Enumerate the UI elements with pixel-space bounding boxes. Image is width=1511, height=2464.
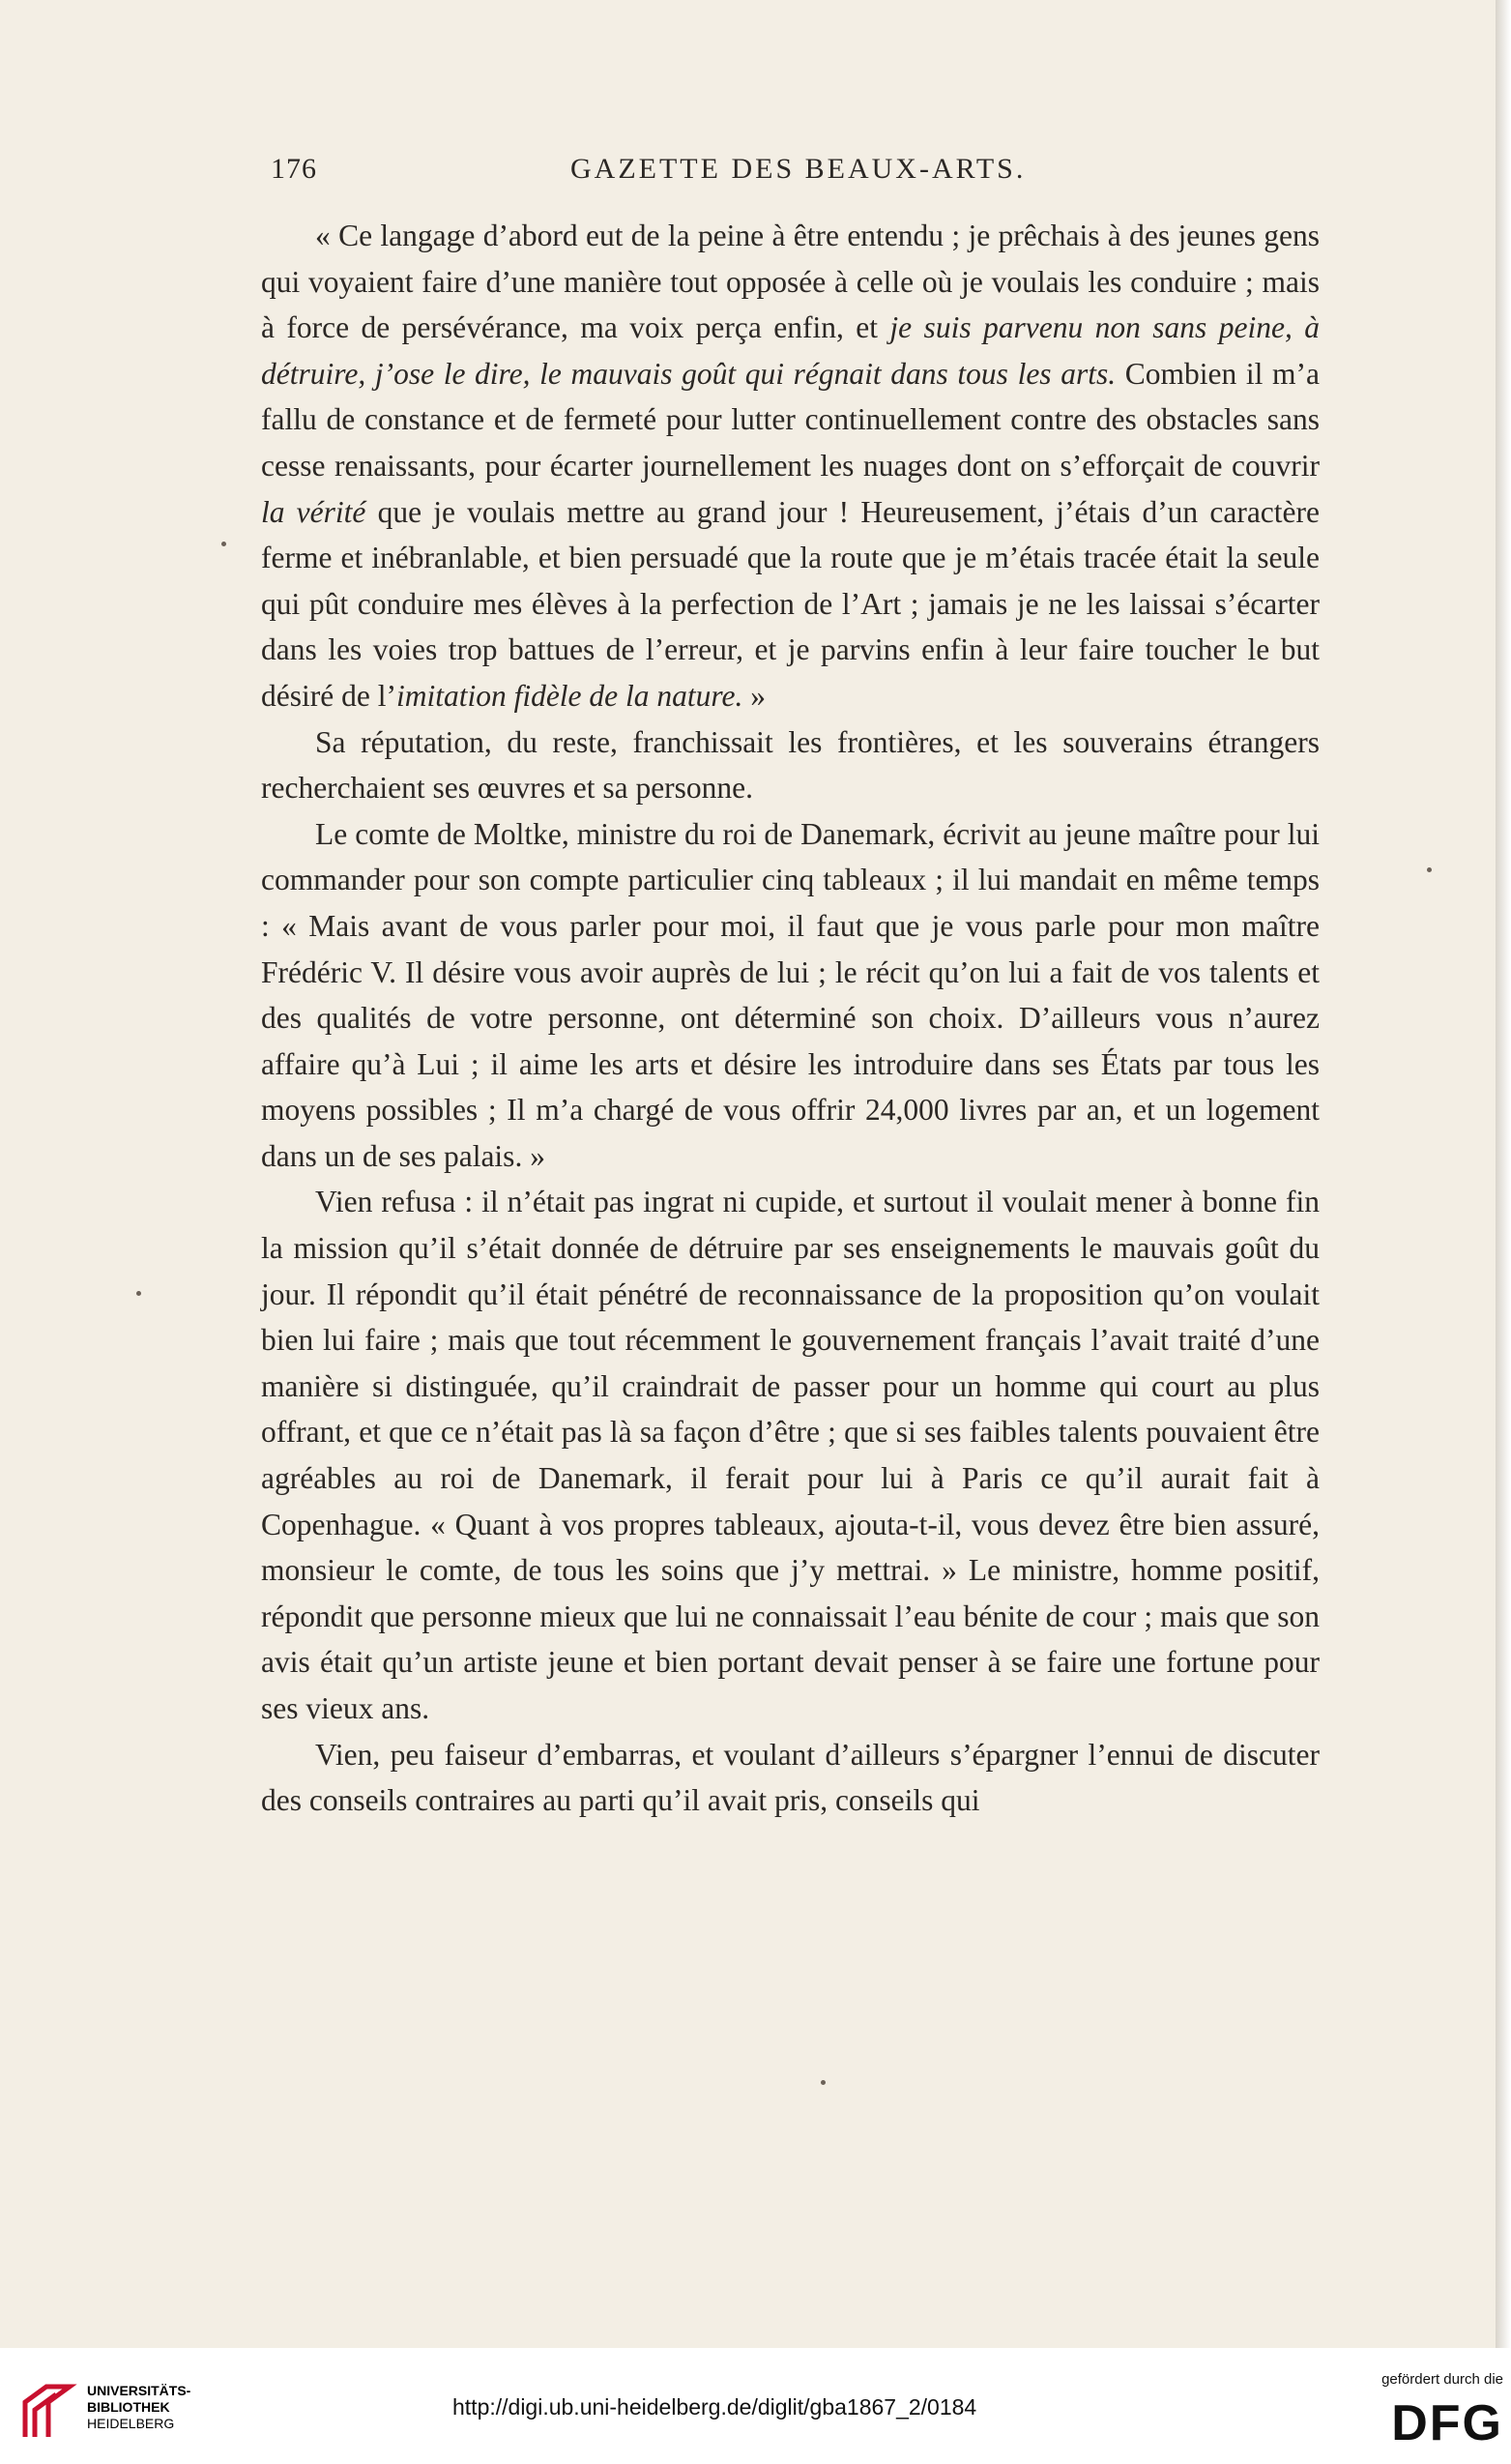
- text-segment: Combien il m’a fallu de constance et de fermeté pour lutter continuellement contre des obstacles sans cesse renaissants, pour écarter journellement les nuages dont on s’efforçait de couvrir: [261, 356, 1320, 483]
- source-url-link[interactable]: http://digi.ub.uni-heidelberg.de/diglit/gba1867_2/0184: [452, 2394, 977, 2420]
- paragraph: [261, 811, 1320, 1180]
- italic-text-segment: imitation fidèle de la nature.: [395, 678, 743, 713]
- funding-caption: gefördert durch die: [1381, 2371, 1503, 2388]
- article-text: [261, 213, 1320, 1824]
- digitization-footer: [0, 2348, 1511, 2464]
- library-name: [87, 2383, 190, 2432]
- running-title: GAZETTE DES BEAUX-ARTS.: [570, 153, 1027, 185]
- text-segment: »: [742, 678, 766, 713]
- library-name-line-3: HEIDELBERG: [87, 2416, 175, 2431]
- italic-text-segment: la vérité: [261, 494, 366, 529]
- paragraph: [261, 1179, 1320, 1731]
- text-segment: « Ce langage d’abord eut de la peine à être entendu ; je prêchais à des jeunes gens qui voyaient faire d’une manière tout opposée à celle où je voulais les conduire ; mais à force de persévérance, ma voix perça enfin, et: [261, 219, 1320, 345]
- text-segment: Sa réputation, du reste, franchissait les frontières, et les souverains étrangers recherchaient ses œuvres et sa personne.: [261, 724, 1320, 806]
- funder-block: [1339, 2371, 1503, 2449]
- text-segment: Le comte de Moltke, ministre du roi de Danemark, écrivit au jeune maître pour lui commander pour son compte particulier cinq tableaux ; il lui mandait en même temps : « Mais avant de vous parler pour moi, il faut que je vous parle pour mon maître Frédéric V. Il désire vous avoir auprès de lui ; le récit qu’on lui a fait de vos talents et des qualités de votre personne, ont déterminé son choix. D’ailleurs vous n’aurez affaire qu’à Lui ; il aime les arts et désire les introduire dans ses États par tous les moyens possibles ; Il m’a chargé de vous offrir 24,000 livres par an, et un logement dans un de ses palais. »: [261, 816, 1320, 1173]
- print-speck: [221, 542, 226, 546]
- text-segment: Vien, peu faiseur d’embarras, et voulant d’ailleurs s’épargner l’ennui de discuter des conseils contraires au parti qu’il avait pris, conseils qui: [261, 1737, 1320, 1818]
- text-segment: que je voulais mettre au grand jour ! Heureusement, j’étais d’un caractère ferme et inébranlable, et bien persuadé que la route que je m’étais tracée était la seule qui pût conduire mes élèves à la perfection de l’Art ; jamais je ne les laissai s’écarter dans les voies trop battues de l’erreur, et je parvins enfin à leur faire toucher le but désiré de l’: [261, 494, 1320, 713]
- print-speck: [136, 1291, 141, 1296]
- italic-text-segment: je suis parvenu non sans peine, à détruire, j’ose le dire, le mauvais goût qui régnait dans tous les arts.: [261, 310, 1320, 391]
- print-speck: [821, 2080, 826, 2085]
- text-segment: Vien refusa : il n’était pas ingrat ni cupide, et surtout il voulait mener à bonne fin la mission qu’il s’était donnée de détruire par ses enseignements le mauvais goût du jour. Il répondit qu’il était pénétré de reconnaissance de la proposition qu’on voulait bien lui faire ; mais que tout récemment le gouvernement français l’avait traité d’une manière si distinguée, qu’il craindrait de passer pour un homme qui court au plus offrant, et que ce n’était pas là sa façon d’être ; que si ses faibles talents pouvaient être agréables au roi de Danemark, il ferait pour lui à Paris ce qu’il aurait fait à Copenhague. « Quant à vos propres tableaux, ajouta-t-il, vous devez être bien assuré, monsieur le comte, de tous les soins que j’y mettrai. » Le ministre, homme positif, répondit que personne mieux que lui ne connaissait l’eau bénite de cour ; mais que son avis était qu’un artiste jeune et bien portant devait penser à se faire une fortune pour ses vieux ans.: [261, 1185, 1320, 1725]
- paragraph: [261, 719, 1320, 811]
- print-speck: [1427, 867, 1432, 872]
- university-library-logo[interactable]: [17, 2377, 211, 2445]
- library-name-line-1: UNIVERSITÄTS-: [87, 2383, 191, 2398]
- page-edge-shadow: [1496, 0, 1511, 2348]
- library-emblem-icon: [17, 2381, 77, 2441]
- page-header: [271, 153, 1315, 191]
- dfg-logo[interactable]: DFG: [1391, 2395, 1503, 2451]
- page-number: 176: [271, 153, 317, 185]
- library-name-line-2: BIBLIOTHEK: [87, 2399, 170, 2415]
- paragraph: [261, 213, 1320, 719]
- paragraph: [261, 1732, 1320, 1824]
